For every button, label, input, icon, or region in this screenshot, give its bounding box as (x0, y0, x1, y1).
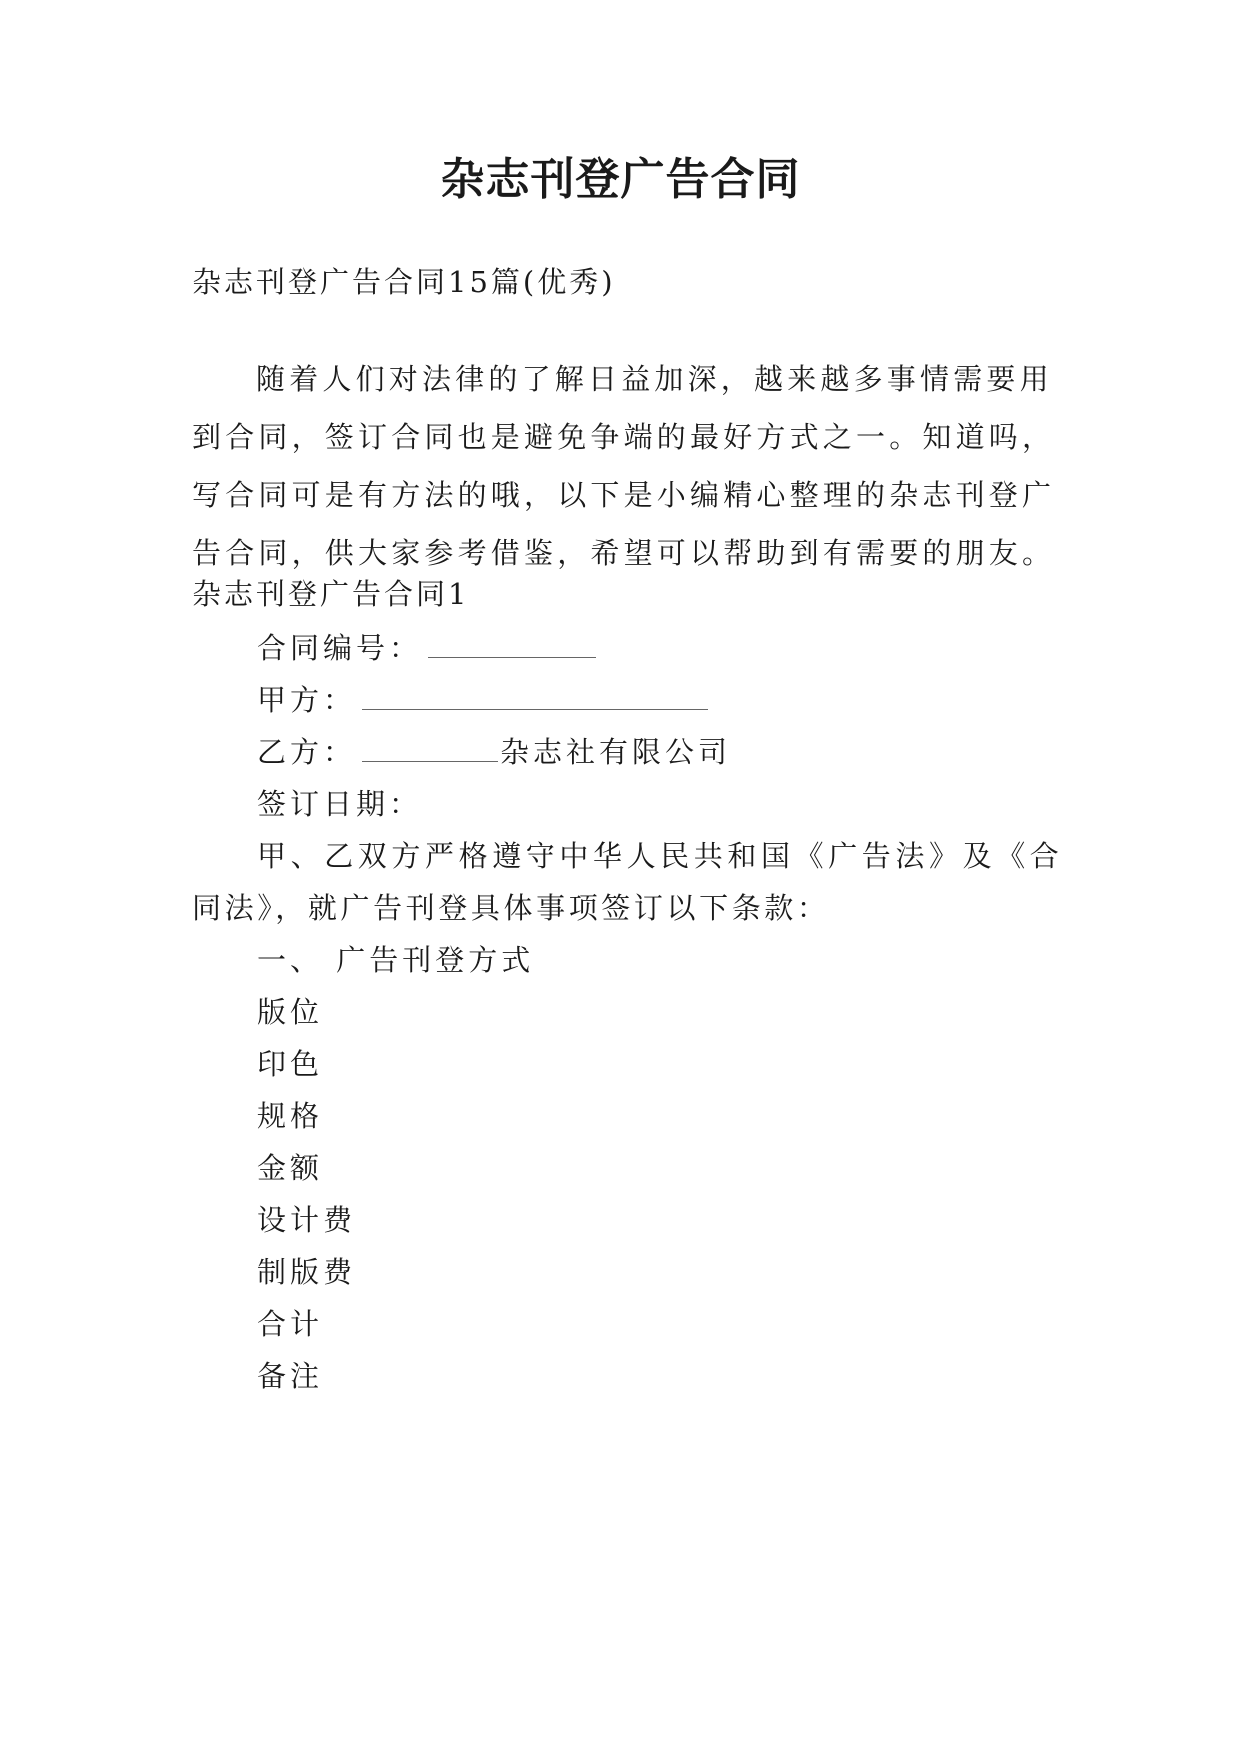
contract-number-blank (428, 631, 596, 658)
party-b-row (257, 732, 731, 772)
intro-line: 告合同，供大家参考借鉴，希望可以帮助到有需要的朋友。 (192, 536, 1056, 570)
intro-line: 随着人们对法律的了解日益加深，越来越多事情需要用 (256, 362, 1053, 396)
section-title: 杂志刊登广告合同1 (192, 577, 470, 611)
party-b-label: 乙方： (257, 735, 357, 769)
document-title: 杂志刊登广告合同 (440, 154, 801, 205)
list-item: 制版费 (257, 1255, 357, 1289)
clause-line: 同法》，就广告刊登具体事项签订以下条款： (192, 891, 830, 925)
party-a-label: 甲方： (257, 683, 357, 717)
intro-line: 到合同，签订合同也是避免争端的最好方式之一。知道吗， (192, 420, 1056, 454)
list-item: 合计 (257, 1307, 324, 1341)
list-item: 印色 (257, 1047, 324, 1081)
contract-number-row (257, 628, 596, 668)
party-b-blank (362, 735, 498, 762)
list-item: 规格 (257, 1099, 324, 1133)
contract-number-label: 合同编号： (257, 631, 423, 665)
intro-paragraph (192, 350, 1072, 582)
party-b-suffix: 杂志社有限公司 (500, 735, 732, 769)
list-item: 备注 (257, 1359, 324, 1393)
document-subtitle: 杂志刊登广告合同15篇(优秀) (192, 265, 616, 299)
party-a-blank (362, 683, 708, 710)
list-item: 金额 (257, 1151, 324, 1185)
section-one-heading: 一、 广告刊登方式 (257, 943, 535, 977)
list-item: 设计费 (257, 1203, 357, 1237)
list-item: 版位 (257, 995, 324, 1029)
intro-line: 写合同可是有方法的哦，以下是小编精心整理的杂志刊登广 (192, 478, 1056, 512)
clause-line: 甲、乙双方严格遵守中华人民共和国《广告法》及《合 (257, 839, 1064, 873)
party-a-row (257, 680, 708, 720)
sign-date-label: 签订日期： (257, 787, 423, 821)
